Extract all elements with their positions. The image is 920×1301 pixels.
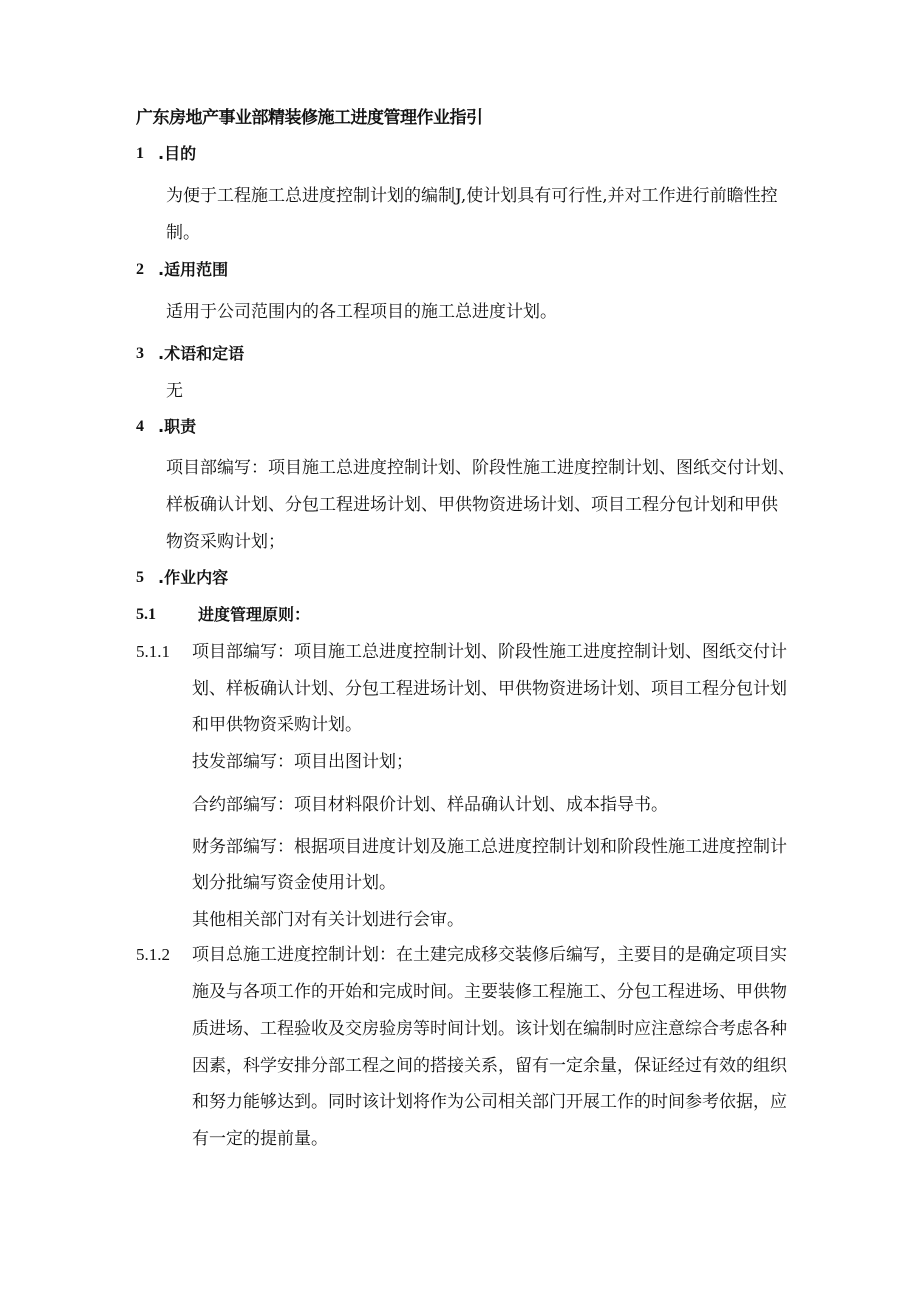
section-5-heading: .作业内容: [158, 568, 229, 587]
section-5-1-1-number: 5.1.1: [136, 642, 170, 661]
section-1-line-1: 为便于工程施工总进度控制计划的编制J,使计划具有可行性,并对工作进行前瞻性控: [166, 186, 778, 206]
section-5-1-2-line-4: 因素，科学安排分部工程之间的搭接关系，留有一定余量，保证经过有效的组织: [192, 1056, 787, 1076]
section-5-1-2-line-5: 和努力能够达到。同时该计划将作为公司相关部门开展工作的时间参考依据，应: [192, 1092, 787, 1112]
section-5-1-2-line-6: 有一定的提前量。: [192, 1129, 328, 1149]
section-1-number: 1: [136, 145, 144, 162]
section-5-1-2-line-1: 项目总施工进度控制计划：在土建完成移交装修后编写，主要目的是确定项目实: [192, 945, 787, 965]
section-4-line-2: 样板确认计划、分包工程进场计划、甲供物资进场计划、项目工程分包计划和甲供: [166, 495, 778, 515]
section-3-number: 3: [136, 345, 144, 362]
document-title: 广东房地产事业部精装修施工进度管理作业指引: [136, 108, 483, 128]
section-5-1-2-number: 5.1.2: [136, 945, 170, 964]
section-5-1-2-line-3: 质进场、工程验收及交房验房等时间计划。该计划在编制时应注意综合考虑各种: [192, 1019, 787, 1039]
section-5-1-1-line-6: 财务部编写：根据项目进度计划及施工总进度控制计划和阶段性施工进度控制计: [192, 837, 787, 857]
section-4-line-1: 项目部编写：项目施工总进度控制计划、阶段性施工进度控制计划、图纸交付计划、: [166, 458, 795, 478]
section-2-heading: .适用范围: [158, 260, 229, 279]
section-5-1-1-line-7: 划分批编写资金使用计划。: [192, 873, 396, 893]
section-3-heading: .术语和定语: [158, 344, 245, 363]
section-5-1-1-line-4: 技发部编写：项目出图计划；: [192, 752, 413, 772]
section-4-heading: .职责: [158, 417, 197, 436]
section-2-number: 2: [136, 261, 144, 278]
section-5-1-2-line-2: 施及与各项工作的开始和完成时间。主要装修工程施工、分包工程进场、甲供物: [192, 982, 787, 1002]
section-5-number: 5: [136, 569, 144, 586]
section-1-heading: .目的: [158, 144, 197, 163]
section-2-line-1: 适用于公司范围内的各工程项目的施工总进度计划。: [166, 302, 557, 322]
section-5-1-heading: 进度管理原则：: [198, 605, 311, 624]
section-5-1-number: 5.1: [136, 606, 156, 623]
section-5-1-1-line-1: 项目部编写：项目施工总进度控制计划、阶段性施工进度控制计划、图纸交付计: [192, 642, 787, 662]
section-1-line-2: 制。: [166, 223, 200, 243]
section-4-number: 4: [136, 418, 144, 435]
section-5-1-1-line-2: 划、样板确认计划、分包工程进场计划、甲供物资进场计划、项目工程分包计划: [192, 679, 787, 699]
section-3-line-1: 无: [166, 381, 183, 401]
section-5-1-1-line-5: 合约部编写：项目材料限价计划、样品确认计划、成本指导书。: [192, 795, 668, 815]
section-4-line-3: 物资采购计划；: [166, 532, 285, 552]
section-5-1-1-line-8: 其他相关部门对有关计划进行会审。: [192, 910, 464, 930]
section-5-1-1-line-3: 和甲供物资采购计划。: [192, 715, 362, 735]
